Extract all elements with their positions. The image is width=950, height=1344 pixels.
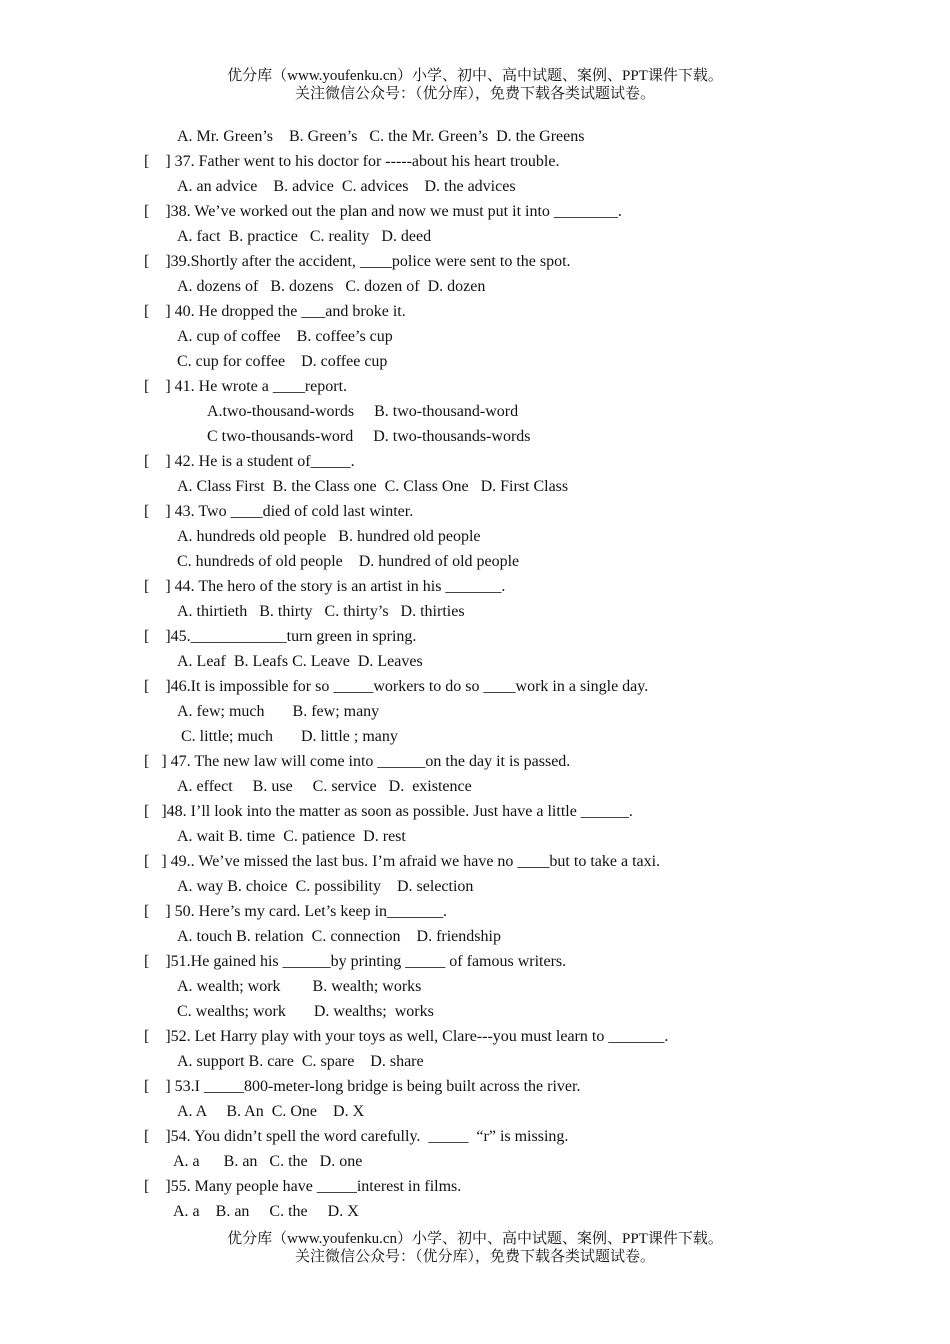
options-40-a: A. cup of coffee B. coffee’s cup bbox=[177, 328, 393, 345]
options-43-a: A. hundreds old people B. hundred old people bbox=[177, 528, 481, 545]
options-50: A. touch B. relation C. connection D. friendship bbox=[177, 928, 501, 945]
options-51-a: A. wealth; work B. wealth; works bbox=[177, 978, 422, 995]
question-37: [ ] 37. Father went to his doctor for -----about his heart trouble. bbox=[144, 153, 560, 170]
question-50: [ ] 50. Here’s my card. Let’s keep in_______. bbox=[144, 903, 448, 920]
question-39: [ ]39.Shortly after the accident, ____police were sent to the spot. bbox=[144, 253, 571, 270]
options-41-b: C two-thousands-word D. two-thousands-words bbox=[207, 428, 531, 445]
options-54: A. a B. an C. the D. one bbox=[173, 1153, 363, 1170]
options-40-b: C. cup for coffee D. coffee cup bbox=[177, 353, 388, 370]
options-47: A. effect B. use C. service D. existence bbox=[177, 778, 472, 795]
options-39: A. dozens of B. dozens C. dozen of D. dozen bbox=[177, 278, 486, 295]
question-49: [ ] 49.. We’ve missed the last bus. I’m afraid we have no ____but to take a taxi. bbox=[144, 853, 661, 870]
options-45: A. Leaf B. Leafs C. Leave D. Leaves bbox=[177, 653, 423, 670]
question-51: [ ]51.He gained his ______by printing _____ of famous writers. bbox=[144, 953, 567, 970]
question-38: [ ]38. We’ve worked out the plan and now we must put it into ________. bbox=[144, 203, 622, 220]
options-38: A. fact B. practice C. reality D. deed bbox=[177, 228, 432, 245]
question-53: [ ] 53.I _____800-meter-long bridge is being built across the river. bbox=[144, 1078, 581, 1095]
options-51-b: C. wealths; work D. wealths; works bbox=[177, 1003, 434, 1020]
header-line-1: 优分库（www.youfenku.cn）小学、初中、高中试题、案例、PPT课件下载。 bbox=[227, 68, 723, 84]
footer-line-2: 关注微信公众号：（优分库），免费下载各类试题试卷。 bbox=[294, 1249, 655, 1265]
options-37: A. an advice B. advice C. advices D. the advices bbox=[177, 178, 516, 195]
options-49: A. way B. choice C. possibility D. selection bbox=[177, 878, 474, 895]
header-line-2: 关注微信公众号：（优分库），免费下载各类试题试卷。 bbox=[294, 86, 655, 102]
options-48: A. wait B. time C. patience D. rest bbox=[177, 828, 406, 845]
options-44: A. thirtieth B. thirty C. thirty’s D. thirties bbox=[177, 603, 465, 620]
question-52: [ ]52. Let Harry play with your toys as well, Clare---you must learn to _______. bbox=[144, 1028, 669, 1045]
question-44: [ ] 44. The hero of the story is an artist in his _______. bbox=[144, 578, 506, 595]
options-55: A. a B. an C. the D. X bbox=[173, 1203, 359, 1220]
question-54: [ ]54. You didn’t spell the word carefully. _____ “r” is missing. bbox=[144, 1128, 569, 1145]
question-55: [ ]55. Many people have _____interest in films. bbox=[144, 1178, 462, 1195]
question-41: [ ] 41. He wrote a ____report. bbox=[144, 378, 348, 395]
page-header bbox=[0, 67, 950, 103]
footer-line-1: 优分库（www.youfenku.cn）小学、初中、高中试题、案例、PPT课件下载。 bbox=[227, 1231, 723, 1247]
question-46: [ ]46.It is impossible for so _____workers to do so ____work in a single day. bbox=[144, 678, 649, 695]
options-41-a: A.two-thousand-words B. two-thousand-word bbox=[207, 403, 519, 420]
options-46-b: C. little; much D. little ; many bbox=[181, 728, 398, 745]
options-53: A. A B. An C. One D. X bbox=[177, 1103, 365, 1120]
question-48: [ ]48. I’ll look into the matter as soon as possible. Just have a little ______. bbox=[144, 803, 633, 820]
options-36: A. Mr. Green’s B. Green’s C. the Mr. Green’s D. the Greens bbox=[177, 128, 585, 145]
question-40: [ ] 40. He dropped the ___and broke it. bbox=[144, 303, 406, 320]
options-52: A. support B. care C. spare D. share bbox=[177, 1053, 424, 1070]
question-47: [ ] 47. The new law will come into ______on the day it is passed. bbox=[144, 753, 571, 770]
question-42: [ ] 42. He is a student of_____. bbox=[144, 453, 355, 470]
options-43-b: C. hundreds of old people D. hundred of old people bbox=[177, 553, 520, 570]
question-43: [ ] 43. Two ____died of cold last winter. bbox=[144, 503, 414, 520]
page-footer bbox=[0, 1230, 950, 1266]
question-45: [ ]45.____________turn green in spring. bbox=[144, 628, 417, 645]
options-42: A. Class First B. the Class one C. Class One D. First Class bbox=[177, 478, 569, 495]
options-46-a: A. few; much B. few; many bbox=[177, 703, 380, 720]
